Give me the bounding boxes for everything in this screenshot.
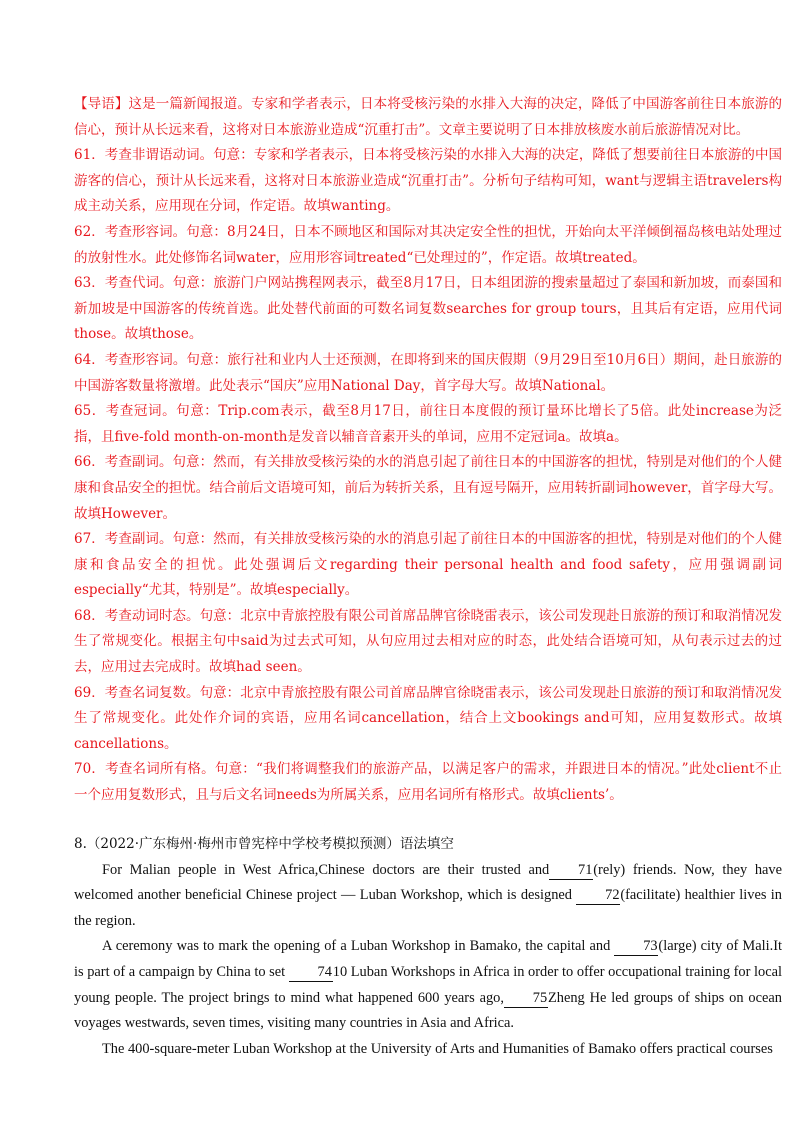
- answer-68: 68．考查动词时态。句意：北京中青旅控股有限公司首席品牌官徐晓雷表示，该公司发现赴日旅游的预订和取消情况发生了常规变化。根据主句中said为过去式可知，从句应用过去相对应的时态，此处结合语境可知，从句表示过去的过去，应用过去完成时。故填had seen。: [74, 607, 782, 676]
- blank-73: 73: [614, 937, 658, 956]
- answer-69: 69．考查名词复数。句意：北京中青旅控股有限公司首席品牌官徐晓雷表示，该公司发现赴日旅游的预订和取消情况发生了常规变化。此处作介词的宾语，应用名词cancellation，结合上文bookings and可知，应用复数形式。故填cancellations。: [74, 684, 782, 752]
- answer-65: 65．考查冠词。句意：Trip.com表示，截至8月17日，前往日本度假的预订量环比增长了5倍。此处increase为泛指，且five-fold month-on-month是发音以辅音音素开头的单词，应用不定冠词a。故填a。: [74, 403, 782, 445]
- passage-text: 10 Luban Workshops in Africa in order to offer occupational training for local young people. The project brings to mind what happened 600 years ago,: [74, 963, 782, 1006]
- answer-63: 63．考查代词。句意：旅游门户网站携程网表示，截至8月17日，日本组团游的搜索量超过了泰国和新加坡，而泰国和新加坡是中国游客的传统首选。此处替代前面的可数名词复数searches for group tours，且其后有定语，应用代词those。故填those。: [74, 275, 782, 343]
- passage-text: (rely) friends. Now, they have welcomed another beneficial Chinese project — Luban Workshop, which is designed: [74, 861, 782, 904]
- passage-paragraph-1: [74, 858, 782, 935]
- passage-text: Zheng He led groups of ships on ocean voyages westwards, seven times, visiting many countries in Asia and Africa.: [74, 989, 782, 1032]
- answer-67: 67．考查副词。句意：然而，有关排放受核污染的水的消息引起了前往日本的中国游客的担忧，特别是对他们的个人健康和食品安全的担忧。此处强调后文regarding their personal health and food safety，应用强调副词especially“尤其，特别是”。故填especially。: [74, 531, 782, 599]
- answer-70: 70．考查名词所有格。句意：“我们将调整我们的旅游产品，以满足客户的需求，并跟进日本的情况。”此处client不止一个应用复数形式，且与后文名词needs为所属关系，应用名词所有格形式。故填clients’。: [74, 761, 782, 804]
- blank-71: 71: [549, 861, 593, 880]
- passage-text: A ceremony was to mark the opening of a Luban Workshop in Bamako, the capital and: [102, 938, 611, 955]
- answer-64: 64．考查形容词。句意：旅行社和业内人士还预测，在即将到来的国庆假期（9月29日至10月6日）期间，赴日旅游的中国游客数量将激增。此处表示“国庆”应用National Day，首字母大写。故填National。: [74, 351, 782, 394]
- question-section: [74, 832, 782, 1062]
- passage-paragraph-2: [74, 934, 782, 1036]
- question-heading: 8.（2022·广东梅州·梅州市曾宪梓中学校考模拟预测）语法填空: [74, 836, 454, 852]
- intro-paragraph: 【导语】这是一篇新闻报道。专家和学者表示，日本将受核污染的水排入大海的决定，降低了中国游客前往日本旅游的信心，预计从长远来看，这将对日本旅游业造成“沉重打击”。文章主要说明了日本排放核废水前后旅游情况对比。: [74, 96, 782, 138]
- blank-74: 74: [289, 963, 333, 982]
- answer-66: 66．考查副词。句意：然而，有关排放受核污染的水的消息引起了前往日本的中国游客的担忧，特别是对他们的个人健康和食品安全的担忧。结合前后文语境可知，前后为转折关系，且有逗号隔开，应用转折副词however，首字母大写。故填However。: [74, 454, 782, 522]
- passage-text: (facilitate) healthier lives in the region.: [74, 887, 782, 929]
- blank-72: 72: [576, 886, 620, 905]
- answer-61: 61．考查非谓语动词。句意：专家和学者表示，日本将受核污染的水排入大海的决定，降低了想要前往日本旅游的中国游客的信心，预计从长远来看，这将对日本旅游业造成“沉重打击”。分析句子结构可知，want与逻辑主语travelers构成主动关系，应用现在分词，作定语。故填wanting。: [74, 147, 782, 215]
- answer-62: 62．考查形容词。句意：8月24日，日本不顾地区和国际对其决定安全性的担忧，开始向太平洋倾倒福岛核电站处理过的放射性水。此处修饰名词water，应用形容词treated“已处理过的”，作定语。故填treated。: [74, 223, 782, 266]
- passage-text: For Malian people in West Africa,Chinese doctors are their trusted and: [102, 861, 550, 878]
- blank-75: 75: [504, 989, 548, 1008]
- passage-paragraph-3: The 400-square-meter Luban Workshop at the University of Arts and Humanities of Bamako offers practical courses: [102, 1040, 773, 1057]
- answer-explanations: [74, 92, 782, 809]
- passage-text: (large) city of Mali.It is part of a campaign by China to set: [74, 938, 782, 980]
